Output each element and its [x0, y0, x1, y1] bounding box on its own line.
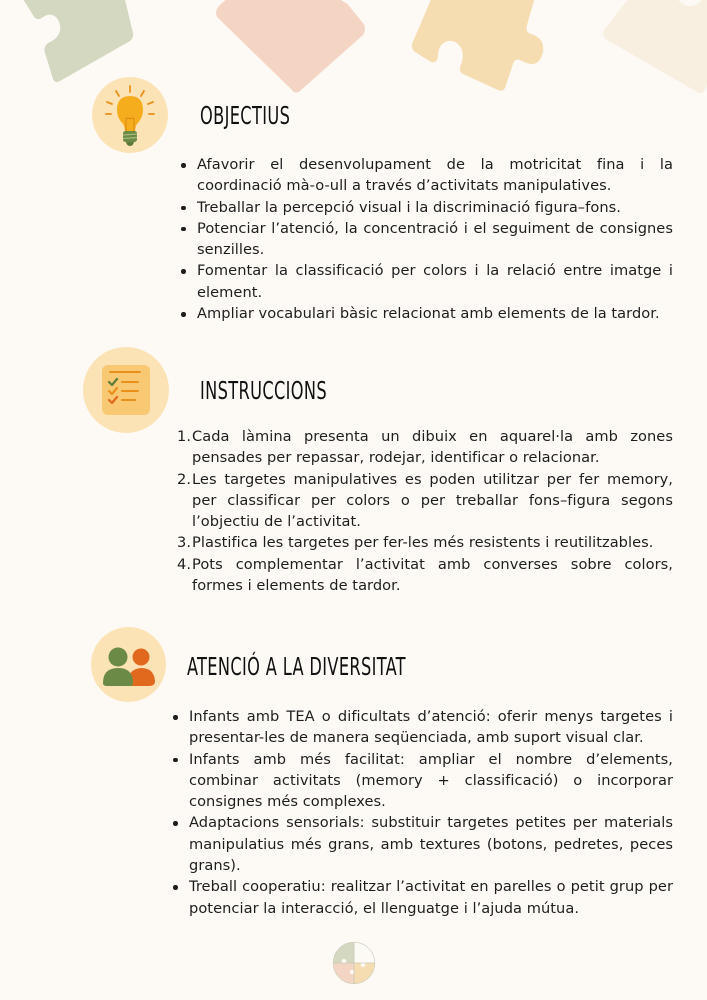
- puzzle-logo-icon: [332, 941, 376, 985]
- list-item: Treball cooperatiu: realitzar l’activitat en parelles o petit grup per potenciar la interacció, el llenguatge i l’ajuda mútua.: [167, 876, 673, 919]
- list-item: [177, 532, 673, 553]
- list-item: Infants amb TEA o dificultats d’atenció: oferir menys targetes i presentar-les de manera seqüenciada, amb suport visual clar.: [167, 706, 673, 749]
- objectius-list: [175, 154, 673, 324]
- item-number: 4.: [177, 555, 192, 573]
- item-text: Plastifica les targetes per fer-les més resistents i reutilitzables.: [192, 534, 654, 552]
- list-item: Ampliar vocabulari bàsic relacionat amb elements de la tardor.: [175, 303, 673, 324]
- list-item: Afavorir el desenvolupament de la motricitat fina i la coordinació mà-o-ull a través d’activitats manipulatives.: [175, 154, 673, 197]
- list-item: [177, 469, 673, 533]
- puzzle-piece-peach-icon: [155, 0, 375, 100]
- lightbulb-icon: [92, 77, 168, 153]
- list-item: [177, 554, 673, 597]
- puzzle-piece-cream-icon: [595, 0, 707, 100]
- list-item: Adaptacions sensorials: substituir targetes petites per materials manipulatius més grans, amb textures (botons, pedretes, peces grans).: [167, 812, 673, 876]
- objectius-icon-circle: [92, 77, 168, 153]
- list-item: Potenciar l’atenció, la concentració i el seguiment de consignes senzilles.: [175, 218, 673, 261]
- diversitat-list: [167, 706, 673, 919]
- item-number: 1.: [177, 428, 192, 445]
- item-text: Cada làmina presenta un dibuix en aquarel·la amb zones pensades per repassar, rodejar, identificar o relacionar.: [192, 428, 673, 467]
- list-item: Treballar la percepció visual i la discriminació figura–fons.: [175, 197, 673, 218]
- list-item: [177, 426, 673, 469]
- section-title-objectius: OBJECTIUS: [200, 101, 291, 130]
- item-text: Les targetes manipulatives es poden utilitzar per fer memory, per classificar per colors o per treballar fons–figura segons l’objectiu de l’activitat.: [192, 470, 673, 531]
- people-icon: [91, 627, 166, 702]
- instruccions-list: [177, 426, 673, 596]
- section-title-diversitat: ATENCIÓ A LA DIVERSITAT: [187, 652, 406, 681]
- diversitat-icon-circle: [91, 627, 166, 702]
- instruccions-icon-circle: [83, 347, 169, 433]
- list-item: Fomentar la classificació per colors i la relació entre imatge i element.: [175, 260, 673, 303]
- list-item: Infants amb més facilitat: ampliar el nombre d’elements, combinar activitats (memory + classificació) o incorporar consignes més complexes.: [167, 749, 673, 813]
- item-number: 3.: [177, 534, 192, 552]
- section-title-instruccions: INSTRUCCIONS: [200, 376, 328, 405]
- item-text: Pots complementar l’activitat amb converses sobre colors, formes i elements de tardor.: [192, 555, 673, 595]
- puzzle-piece-sand-icon: [405, 0, 585, 100]
- checklist-icon: [83, 347, 169, 433]
- item-number: 2.: [177, 470, 192, 488]
